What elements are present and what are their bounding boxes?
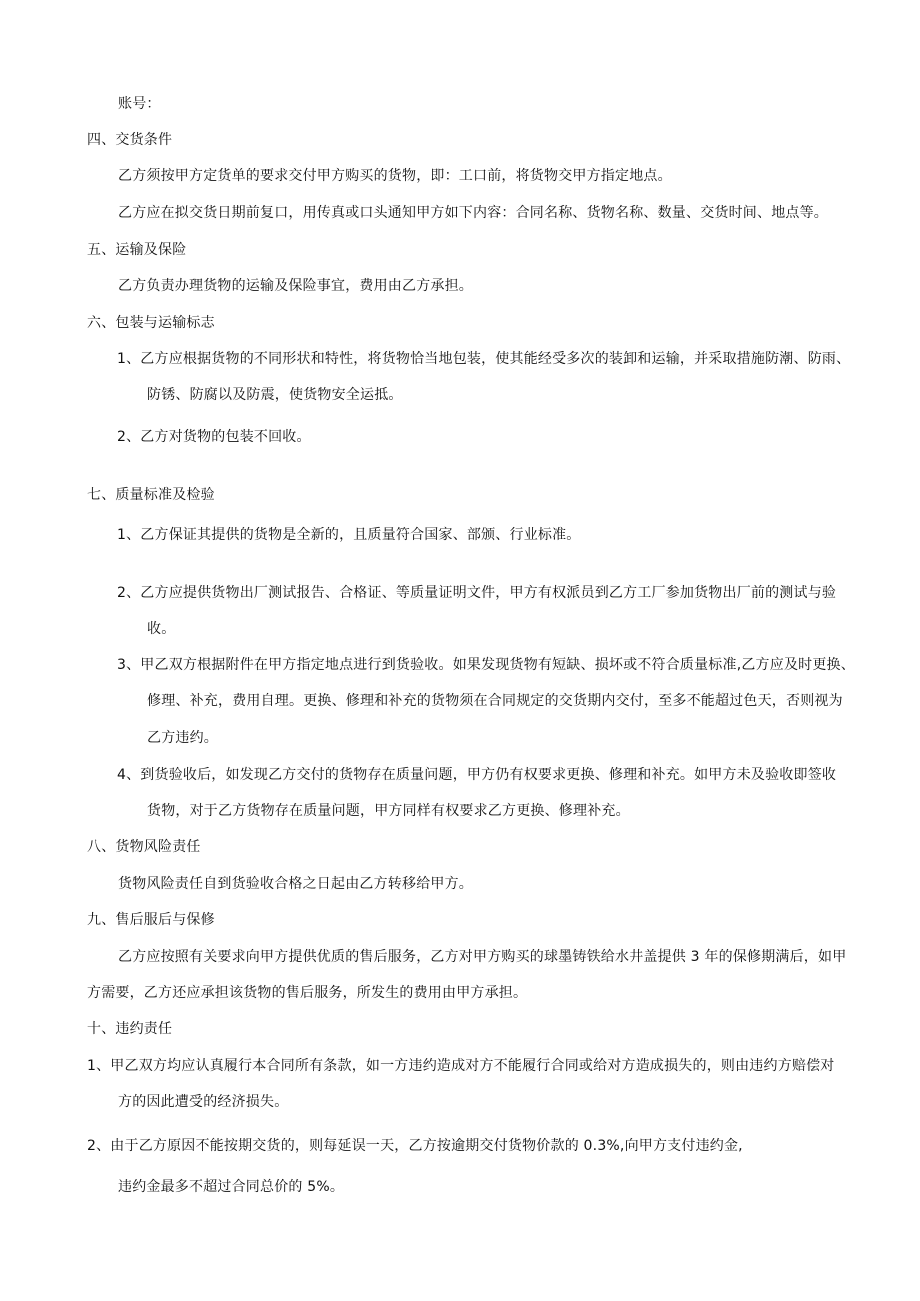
section-7-item-3-line-2: 修理、补充，费用自理。更换、修理和补充的货物须在合同规定的交货期内交付，至多不能超过色天，否则视为 xyxy=(147,693,843,709)
section-7-item-2-line-1: 2、乙方应提供货物出厂测试报告、合格证、等质量证明文件，甲方有权派员到乙方工厂参加货物出厂前的测试与验 xyxy=(117,585,837,601)
section-10-item-2-line-1: 2、由于乙方原因不能按期交货的，则每延误一天，乙方按逾期交付货物价款的 0.3%,向甲方支付违约金, xyxy=(87,1138,743,1154)
section-6-item-1-line-1: 1、乙方应根据货物的不同形状和特性，将货物恰当地包装，使其能经受多次的装卸和运输，并采取措施防潮、防雨、 xyxy=(117,351,851,367)
section-8-paragraph-1: 货物风险责任自到货验收合格之日起由乙方转移给甲方。 xyxy=(118,876,473,892)
section-10-item-2-line-2: 违约金最多不超过合同总价的 5%。 xyxy=(118,1179,345,1195)
section-7-item-3-line-1: 3、甲乙双方根据附件在甲方指定地点进行到货验收。如果发现货物有短缺、损坏或不符合质量标准,乙方应及时更换、 xyxy=(117,657,855,673)
section-4-paragraph-1: 乙方须按甲方定货单的要求交付甲方购买的货物，即：工口前，将货物交甲方指定地点。 xyxy=(118,168,672,184)
section-10-heading: 十、违约责任 xyxy=(87,1021,173,1037)
section-8-heading: 八、货物风险责任 xyxy=(87,839,201,855)
section-7-item-1: 1、乙方保证其提供的货物是全新的，且质量符合国家、部颁、行业标准。 xyxy=(117,527,581,543)
section-10-item-1-line-1: 1、甲乙双方均应认真履行本合同所有条款，如一方违约造成对方不能履行合同或给对方造成损失的，则由违约方赔偿对 xyxy=(87,1058,835,1074)
section-4-paragraph-2: 乙方应在拟交货日期前复口，用传真或口头通知甲方如下内容：合同名称、货物名称、数量、交货时间、地点等。 xyxy=(118,205,828,221)
section-9-heading: 九、售后服后与保修 xyxy=(87,912,215,928)
section-7-item-4-line-2: 货物，对于乙方货物存在质量问题，甲方同样有权要求乙方更换、修理补充。 xyxy=(147,803,630,819)
section-10-item-1-line-2: 方的因此遭受的经济损失。 xyxy=(118,1094,289,1110)
section-6-item-2: 2、乙方对货物的包装不回收。 xyxy=(117,429,311,445)
section-7-heading: 七、质量标准及检验 xyxy=(87,487,215,503)
account-label: 账号： xyxy=(118,96,161,112)
section-5-heading: 五、运输及保险 xyxy=(87,242,187,258)
section-9-paragraph-1-line-1: 乙方应按照有关要求向甲方提供优质的售后服务，乙方对甲方购买的球墨铸铁给水井盖提供 3 年的保修期满后，如甲 xyxy=(118,949,847,965)
section-6-heading: 六、包装与运输标志 xyxy=(87,315,215,331)
section-9-paragraph-1-line-2: 方需要，乙方还应承担该货物的售后服务，所发生的费用由甲方承担。 xyxy=(87,985,528,1001)
section-7-item-2-line-2: 收。 xyxy=(147,621,176,637)
section-4-heading: 四、交货条件 xyxy=(87,132,173,148)
section-5-paragraph-1: 乙方负责办理货物的运输及保险事宜，费用由乙方承担。 xyxy=(118,278,473,294)
section-6-item-1-line-2: 防锈、防腐以及防震，使货物安全运抵。 xyxy=(147,387,403,403)
section-7-item-4-line-1: 4、到货验收后，如发现乙方交付的货物存在质量问题，甲方仍有权要求更换、修理和补充。如甲方未及验收即签收 xyxy=(117,767,837,783)
section-7-item-3-line-3: 乙方违约。 xyxy=(147,730,218,746)
